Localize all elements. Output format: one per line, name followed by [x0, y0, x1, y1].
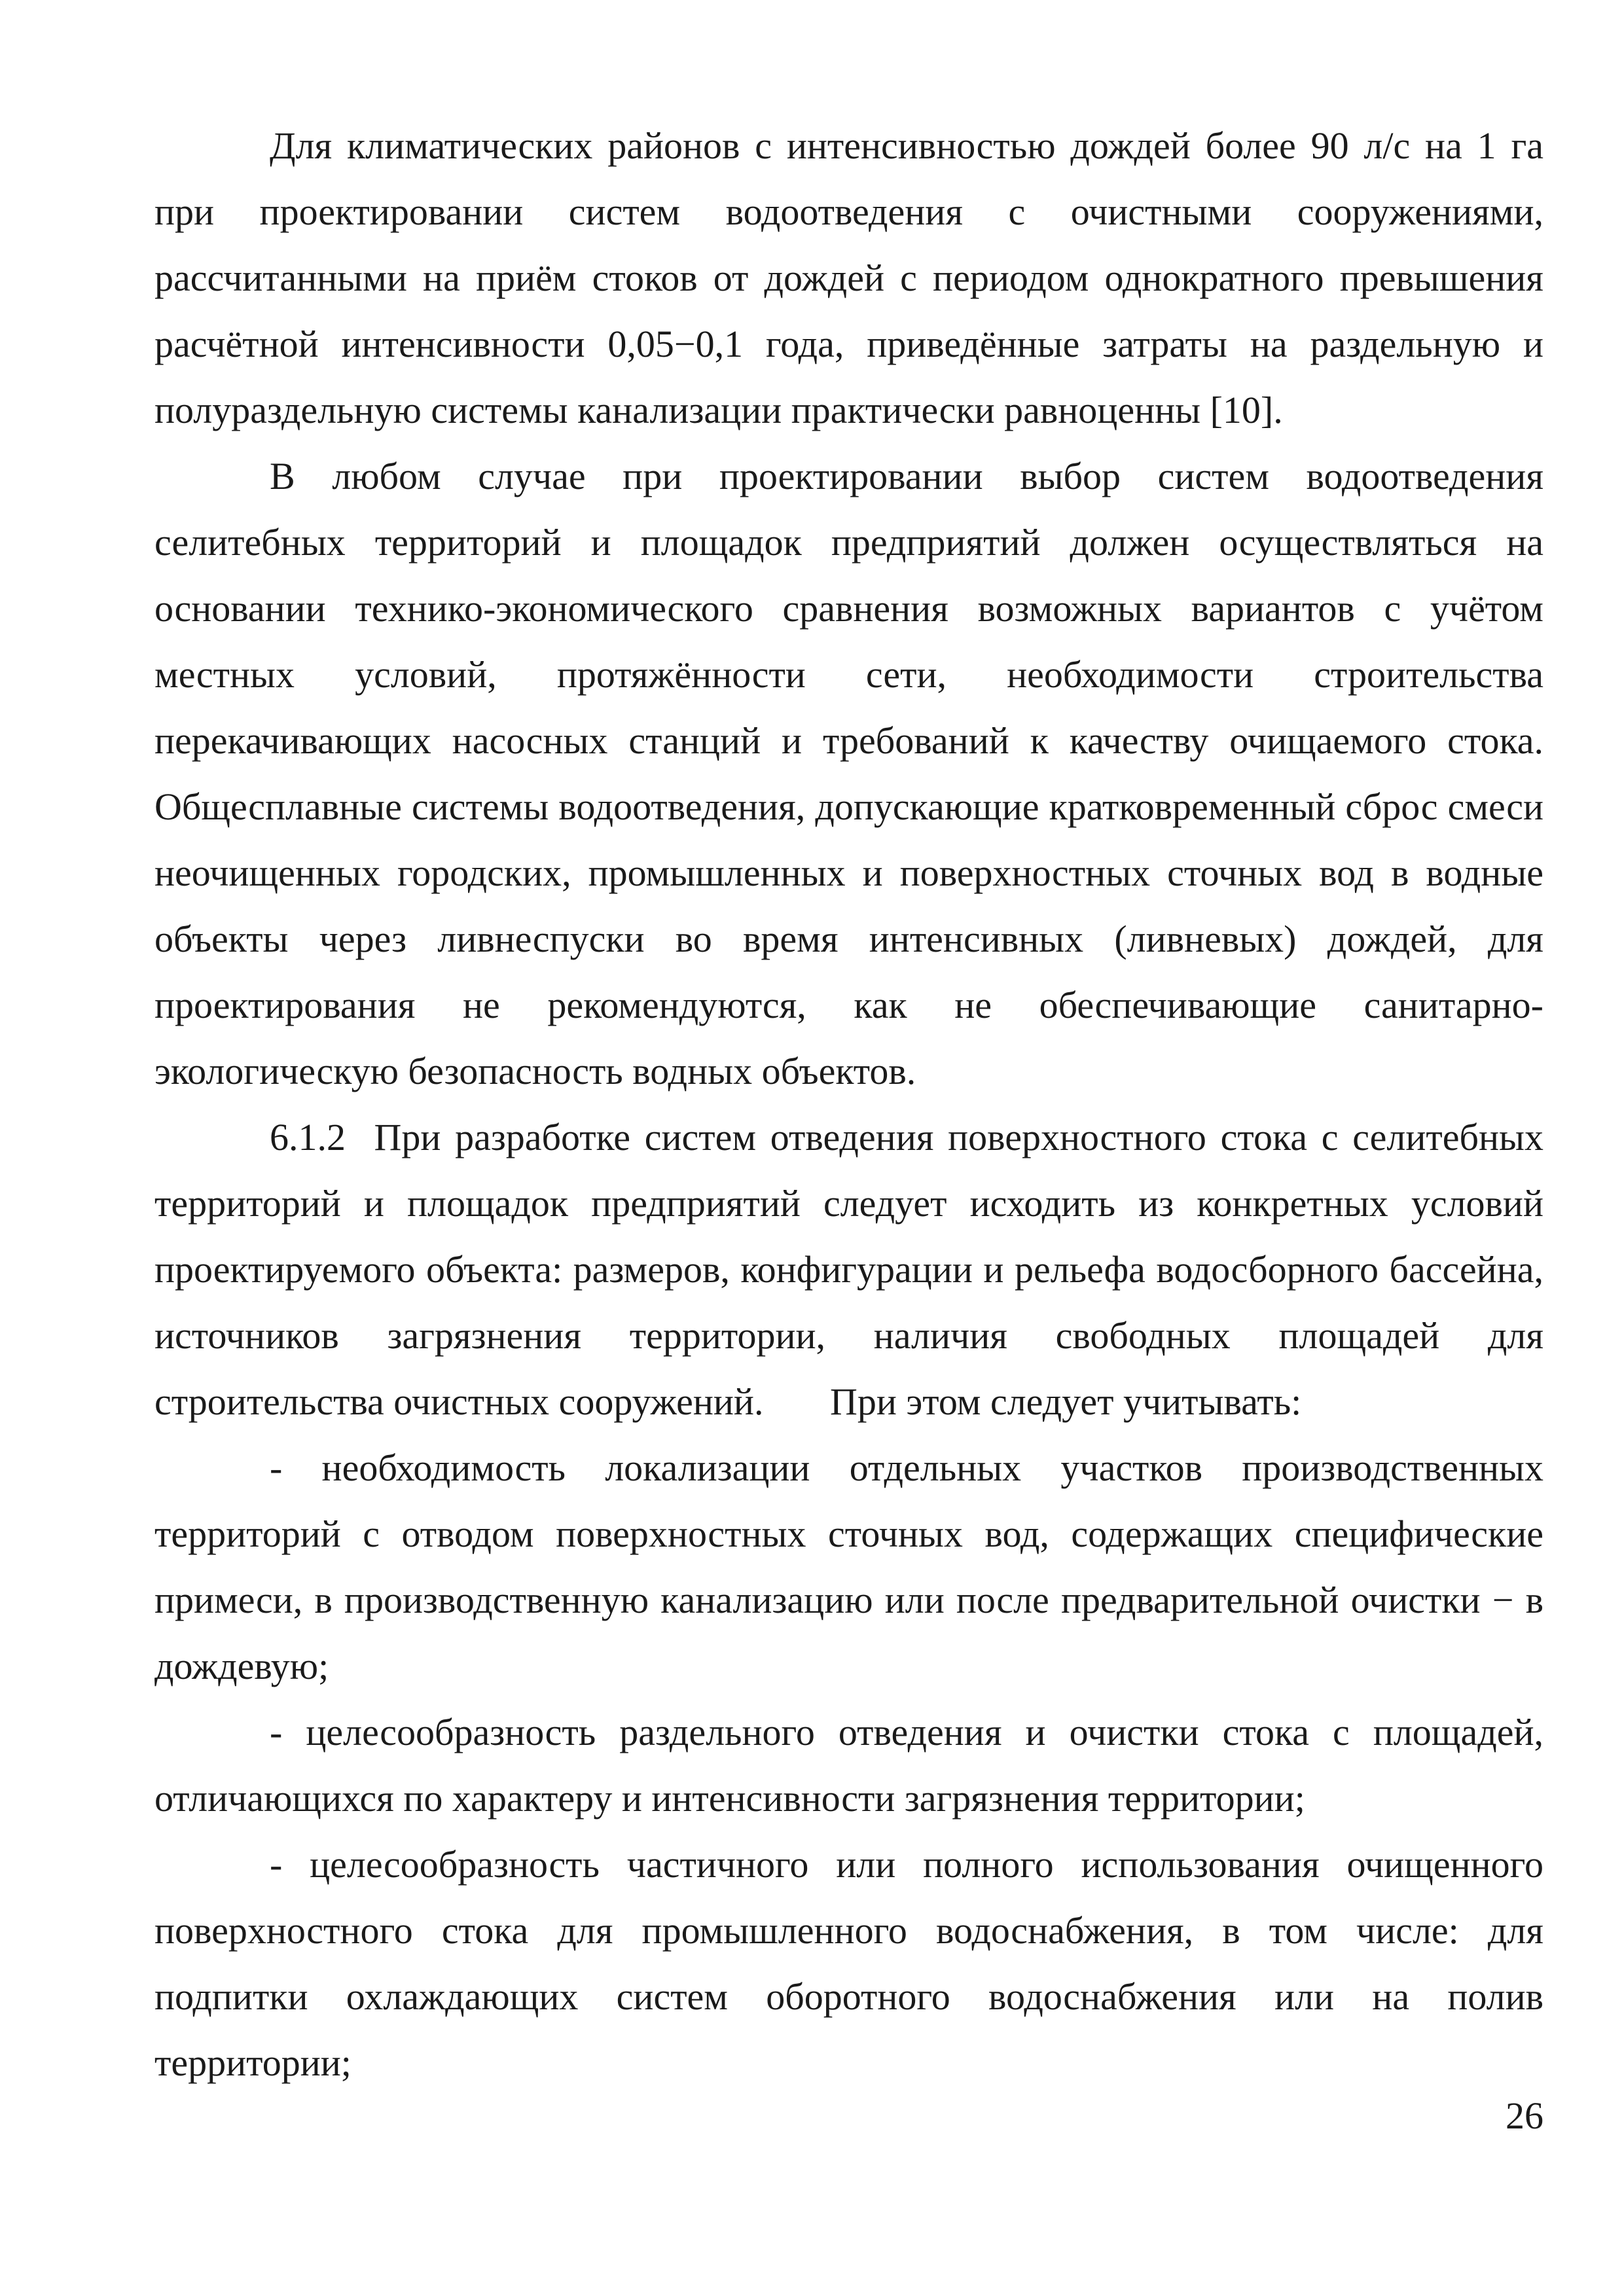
- paragraph-system-selection: В любом случае при проектировании выбор систем водоотведения селитебных территорий и площадок предприятий должен осуществляться на основании технико-экономического сравнения возможных вариантов с учётом местных условий, протяжённости сети, необходимости строительства перекачивающих насосных станций и требований к качеству очищаемого стока. Общесплавные системы водоотведения, допускающие кратковременный сброс смеси неочищенных городских, промышленных и поверхностных сточных вод в водные объекты через ливнеспуски во время интенсивных (ливневых) дождей, для проектирования не рекомендуются, как не обеспечивающие санитарно-экологическую безопасность водных объектов.: [154, 455, 1543, 1092]
- list-item-localization: - необходимость локализации отдельных участков производственных территорий с отводом поверхностных сточных вод, содержащих специфические примеси, в производственную канализацию или после предварительной очистки − в дождевую;: [154, 1446, 1543, 1687]
- document-body: [154, 113, 1553, 2096]
- list-item-water-reuse: - целесообразность частичного или полного использования очищенного поверхностного стока для промышленного водоснабжения, в том числе: для подпитки охлаждающих систем оборотного водоснабжения или на полив территории;: [154, 1843, 1543, 2084]
- paragraph-6-1-2: 6.1.2 При разработке систем отведения поверхностного стока с селитебных территорий и площадок предприятий следует исходить из конкретных условий проектируемого объекта: размеров, конфигурации и рельефа водосборного бассейна, источников загрязнения территории, наличия свободных площадей для строительства очистных сооружений. При этом следует учитывать:: [154, 1116, 1553, 1423]
- paragraph-rainfall-intensity: Для климатических районов с интенсивностью дождей более 90 л/с на 1 га при проектировании систем водоотведения с очистными сооружениями, рассчитанными на приём стоков от дождей с периодом однократного превышения расчётной интенсивности 0,05−0,1 года, приведённые затраты на раздельную и полураздельную системы канализации практически равноценны [10].: [154, 124, 1543, 431]
- list-item-separate-drainage: - целесообразность раздельного отведения и очистки стока с площадей, отличающихся по характеру и интенсивности загрязнения территории;: [154, 1711, 1543, 1820]
- page-number: 26: [1506, 2094, 1543, 2137]
